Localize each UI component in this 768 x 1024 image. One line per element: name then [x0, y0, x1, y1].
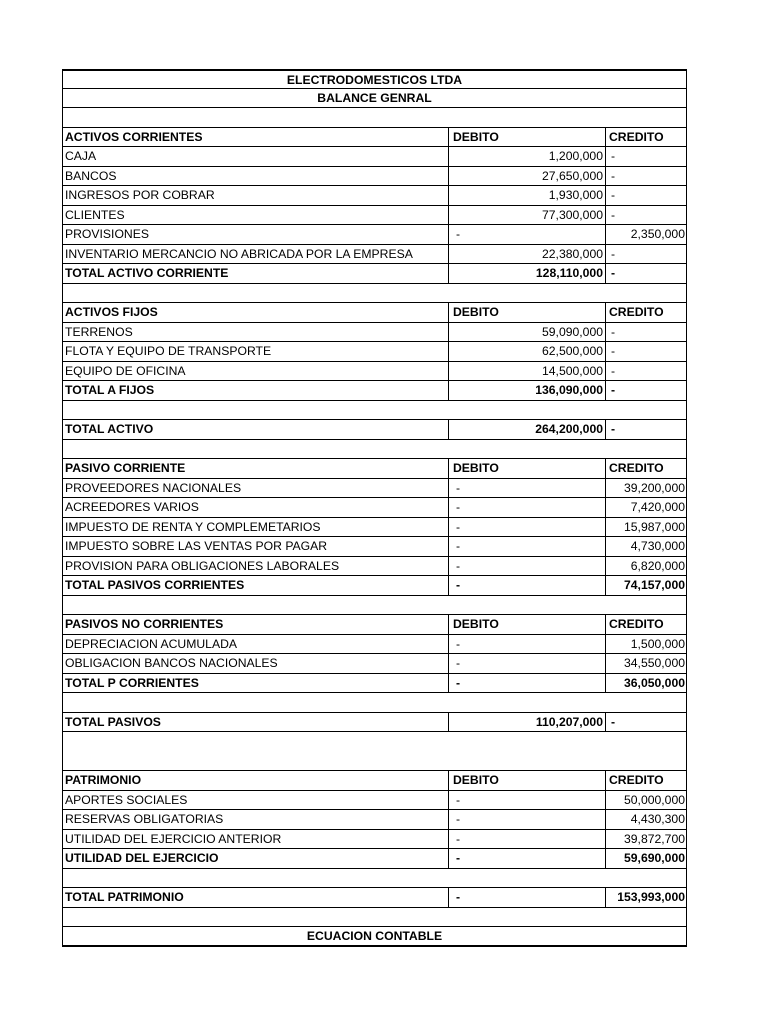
blank-row — [62, 108, 687, 128]
row-label: DEPRECIACION ACUMULADA — [65, 636, 238, 651]
grand-total-row — [62, 420, 687, 440]
credito-cell: 4,730,000 — [605, 537, 686, 556]
credito-cell: 36,050,000 — [605, 674, 686, 693]
credito-cell: - — [605, 362, 686, 381]
debito-cell: - — [448, 479, 605, 498]
debito-cell: - — [448, 537, 605, 556]
grand-total-row — [62, 888, 687, 908]
debito-cell: 14,500,000 — [448, 362, 605, 381]
row-label: INVENTARIO MERCANCIO NO ABRICADA POR LA EMPRESA — [65, 246, 413, 261]
debito-header: DEBITO — [448, 615, 605, 634]
credito-cell: - — [605, 147, 686, 166]
debito-cell: - — [448, 635, 605, 654]
row-label: CLIENTES — [65, 207, 125, 222]
row-label: TOTAL P CORRIENTES — [65, 675, 199, 690]
row-label: RESERVAS OBLIGATORIAS — [65, 812, 224, 826]
debito-cell: 1,930,000 — [448, 186, 605, 205]
credito-cell: - — [605, 420, 686, 439]
blank-row — [62, 869, 687, 889]
row-label: TOTAL ACTIVO — [65, 422, 154, 436]
row-label: CAJA — [65, 149, 97, 163]
table-row — [62, 206, 687, 226]
grand-total-row — [62, 713, 687, 733]
debito-header: DEBITO — [448, 459, 605, 478]
table-row — [62, 810, 687, 830]
table-row — [62, 69, 687, 89]
credito-cell: 6,820,000 — [605, 557, 686, 576]
credito-cell: 4,430,300 — [605, 810, 686, 829]
ecuacion-contable: ECUACION CONTABLE — [306, 929, 443, 943]
row-label: TOTAL PASIVOS — [65, 714, 161, 729]
section-header-row — [62, 128, 687, 148]
section-total-row — [62, 576, 687, 596]
credito-cell: - — [605, 245, 686, 264]
table-row — [62, 479, 687, 499]
row-label: ACTIVOS FIJOS — [65, 305, 158, 319]
credito-cell: 59,690,000 — [605, 849, 686, 868]
debito-cell: 62,500,000 — [448, 342, 605, 361]
table-row — [62, 791, 687, 811]
report-title: BALANCE GENRAL — [317, 90, 432, 105]
debito-cell: - — [448, 791, 605, 810]
row-label: PROVISION PARA OBLIGACIONES LABORALES — [65, 558, 340, 573]
row-label: PROVEEDORES NACIONALES — [65, 480, 242, 495]
credito-cell: 50,000,000 — [605, 791, 686, 810]
table-row — [62, 927, 687, 947]
credito-cell: - — [605, 381, 686, 400]
debito-header: DEBITO — [448, 128, 605, 147]
credito-cell: 1,500,000 — [605, 635, 686, 654]
credito-header: CREDITO — [605, 128, 686, 147]
debito-cell: 1,200,000 — [448, 147, 605, 166]
row-label: IMPUESTO DE RENTA Y COMPLEMETARIOS — [65, 519, 321, 534]
table-row — [62, 225, 687, 245]
table-row — [62, 537, 687, 557]
section-header-row — [62, 615, 687, 635]
credito-cell: 15,987,000 — [605, 518, 686, 537]
debito-cell: 264,200,000 — [448, 420, 605, 439]
row-label: ACREEDORES VARIOS — [65, 500, 199, 514]
credito-cell: - — [605, 186, 686, 205]
blank-row — [62, 440, 687, 460]
debito-cell: - — [448, 557, 605, 576]
row-label: UTILIDAD DEL EJERCICIO — [65, 851, 219, 865]
row-label: BANCOS — [65, 168, 117, 183]
debito-cell: 110,207,000 — [448, 713, 605, 732]
debito-cell: - — [448, 830, 605, 849]
credito-header: CREDITO — [605, 459, 686, 478]
table-row — [62, 654, 687, 674]
table-row — [62, 167, 687, 187]
row-label: INGRESOS POR COBRAR — [65, 188, 215, 202]
credito-cell: 39,872,700 — [605, 830, 686, 849]
credito-header: CREDITO — [605, 615, 686, 634]
table-row — [62, 342, 687, 362]
debito-cell: - — [448, 225, 605, 244]
section-header-row — [62, 771, 687, 791]
row-label: OBLIGACION BANCOS NACIONALES — [65, 656, 278, 670]
debito-cell: - — [448, 888, 605, 907]
credito-cell: 34,550,000 — [605, 654, 686, 673]
debito-cell: 22,380,000 — [448, 245, 605, 264]
debito-cell: - — [448, 674, 605, 693]
row-label: PATRIMONIO — [65, 773, 142, 787]
credito-cell: - — [605, 206, 686, 225]
credito-cell: 2,350,000 — [605, 225, 686, 244]
blank-row — [62, 908, 687, 928]
credito-cell: - — [605, 167, 686, 186]
blank-row — [62, 596, 687, 616]
row-label: TERRENOS — [65, 324, 133, 339]
blank-row — [62, 401, 687, 421]
row-label: ACTIVOS CORRIENTES — [65, 129, 203, 144]
section-total-row — [62, 674, 687, 694]
credito-cell: - — [605, 342, 686, 361]
debito-cell: - — [448, 654, 605, 673]
debito-cell: 77,300,000 — [448, 206, 605, 225]
section-total-row — [62, 264, 687, 284]
debito-cell: - — [448, 518, 605, 537]
section-total-row — [62, 849, 687, 869]
row-label: UTILIDAD DEL EJERCICIO ANTERIOR — [65, 831, 282, 846]
credito-header: CREDITO — [605, 771, 686, 790]
table-row — [62, 557, 687, 577]
blank-row — [62, 693, 687, 713]
debito-cell: 128,110,000 — [448, 264, 605, 283]
debito-cell: - — [448, 576, 605, 595]
row-label: EQUIPO DE OFICINA — [65, 363, 186, 378]
row-label: APORTES SOCIALES — [65, 792, 188, 807]
company-name: ELECTRODOMESTICOS LTDA — [286, 73, 463, 87]
debito-header: DEBITO — [448, 771, 605, 790]
row-label: PASIVO CORRIENTE — [65, 461, 186, 475]
table-row — [62, 635, 687, 655]
row-label: IMPUESTO SOBRE LAS VENTAS POR PAGAR — [65, 539, 328, 553]
row-label: TOTAL ACTIVO CORRIENTE — [65, 266, 229, 280]
debito-cell: 27,650,000 — [448, 167, 605, 186]
table-row — [62, 323, 687, 343]
section-header-row — [62, 303, 687, 323]
credito-cell: 39,200,000 — [605, 479, 686, 498]
table-row — [62, 362, 687, 382]
credito-cell: 7,420,000 — [605, 498, 686, 517]
row-label: PASIVOS NO CORRIENTES — [65, 617, 224, 631]
credito-cell: - — [605, 713, 686, 732]
row-label: TOTAL PASIVOS CORRIENTES — [65, 578, 245, 592]
credito-cell: - — [605, 264, 686, 283]
table-row — [62, 498, 687, 518]
balance-sheet-table — [62, 69, 687, 947]
table-row — [62, 830, 687, 850]
credito-cell: 74,157,000 — [605, 576, 686, 595]
row-label: TOTAL PATRIMONIO — [65, 890, 184, 904]
section-header-row — [62, 459, 687, 479]
table-row — [62, 89, 687, 109]
table-row — [62, 518, 687, 538]
debito-cell: - — [448, 849, 605, 868]
debito-cell: - — [448, 498, 605, 517]
section-total-row — [62, 381, 687, 401]
debito-cell: 136,090,000 — [448, 381, 605, 400]
debito-cell: 59,090,000 — [448, 323, 605, 342]
credito-cell: - — [605, 323, 686, 342]
blank-row — [62, 284, 687, 304]
row-label: TOTAL A FIJOS — [65, 383, 155, 397]
credito-cell: 153,993,000 — [605, 888, 686, 907]
debito-header: DEBITO — [448, 303, 605, 322]
debito-cell: - — [448, 810, 605, 829]
blank-row — [62, 732, 687, 771]
row-label: FLOTA Y EQUIPO DE TRANSPORTE — [65, 344, 272, 358]
table-row — [62, 147, 687, 167]
credito-header: CREDITO — [605, 303, 686, 322]
table-row — [62, 245, 687, 265]
table-row — [62, 186, 687, 206]
row-label: PROVISIONES — [65, 227, 149, 241]
